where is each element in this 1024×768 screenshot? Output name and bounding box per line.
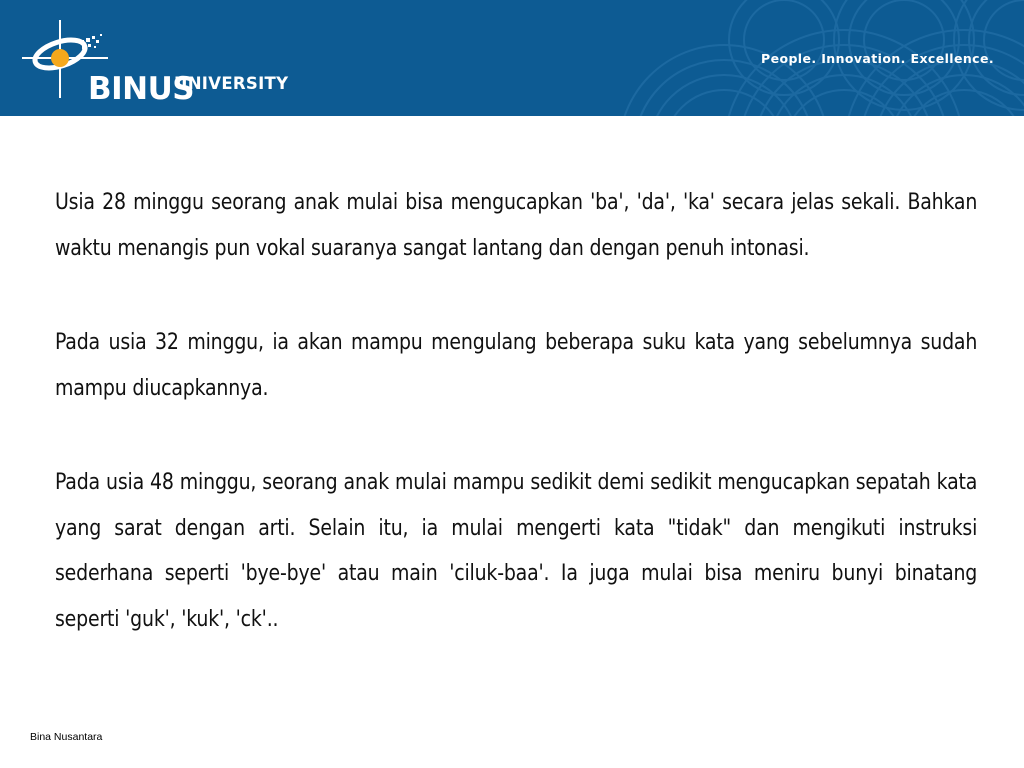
slide-header (0, 0, 1024, 116)
paragraph-week-28: Usia 28 minggu seorang anak mulai bisa mengucapkan 'ba', 'da', 'ka' secara jelas sekali. Bahkan waktu menangis pun vokal suaranya sangat lantang dan dengan penuh intonasi. (55, 189, 978, 261)
slide-body (55, 180, 977, 691)
tagline: People. Innovation. Excellence. (761, 51, 994, 66)
paragraph-week-32: Pada usia 32 minggu, ia akan mampu mengulang beberapa suku kata yang sebelumnya sudah mampu diucapkannya. (55, 329, 978, 401)
binus-logo (18, 14, 308, 107)
paragraph-week-48: Pada usia 48 minggu, seorang anak mulai mampu sedikit demi sedikit mengucapkan sepatah kata yang sarat dengan arti. Selain itu, ia mulai mengerti kata "tidak" dan mengikuti instruksi sederhana seperti 'bye-bye' atau main 'ciluk-baa'. Ia juga mulai bisa meniru bunyi binatang seperti 'guk', 'kuk', 'ck'.. (55, 469, 978, 632)
brand-subtitle: UNIVERSITY (174, 74, 289, 93)
brand-name: BINUS (88, 71, 195, 107)
footer-text: Bina Nusantara (30, 731, 103, 743)
